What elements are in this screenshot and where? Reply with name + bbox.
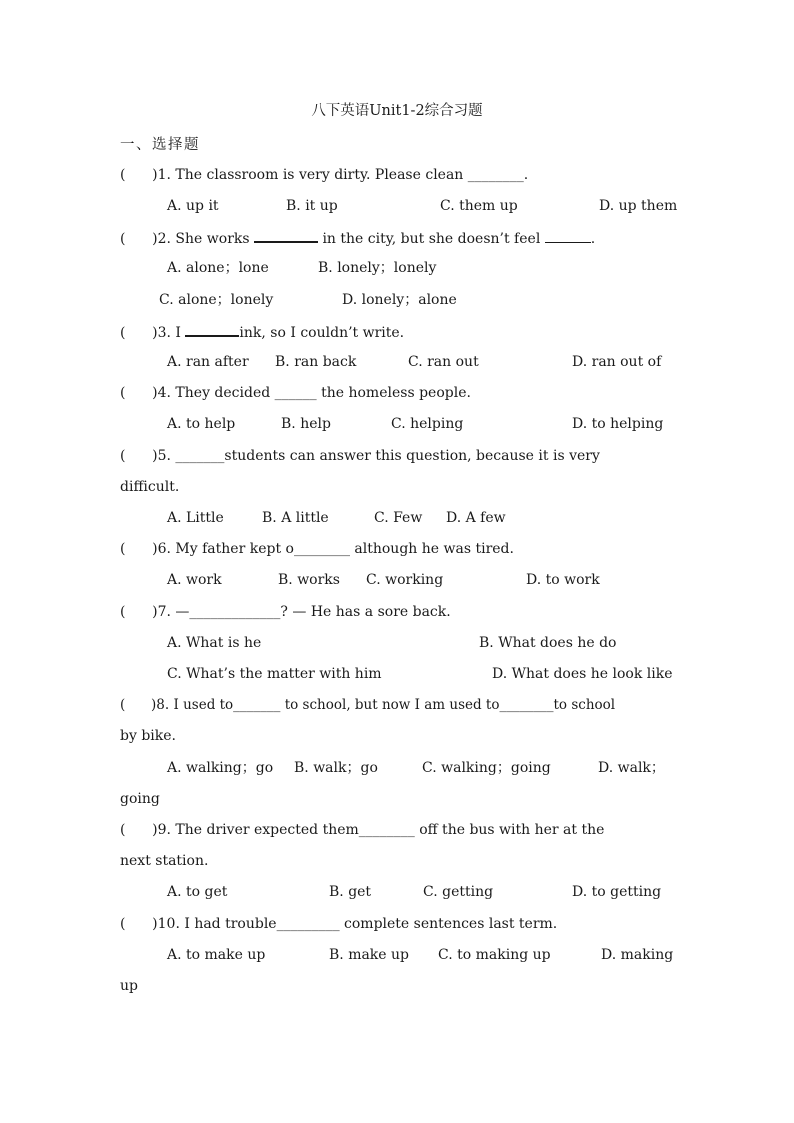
q1-option-b: B. it up bbox=[286, 198, 338, 214]
q2-option-a: A. alone；lone bbox=[167, 260, 269, 276]
q5-option-a: A. Little bbox=[167, 510, 224, 526]
q3-blank bbox=[185, 322, 239, 337]
q8-option-a: A. walking；go bbox=[167, 760, 274, 776]
question-1: ( )1. The classroom is very dirty. Please clean ________. bbox=[120, 167, 529, 183]
q2-option-b: B. lonely；lonely bbox=[318, 260, 437, 276]
question-8: ( )8. I used to_______ to school, but now I am used to________to school bbox=[120, 697, 616, 713]
q8-option-d-continued: going bbox=[120, 791, 160, 807]
q2-text-start: ( )2. She works bbox=[120, 231, 254, 247]
q3-option-a: A. ran after bbox=[167, 354, 249, 370]
q5-option-d: D. A few bbox=[446, 510, 506, 526]
q4-option-c: C. helping bbox=[391, 416, 464, 432]
q3-option-c: C. ran out bbox=[408, 354, 479, 370]
question-5: ( )5. _______students can answer this question, because it is very bbox=[120, 448, 600, 464]
q10-option-a: A. to make up bbox=[167, 947, 266, 963]
q2-text-end: . bbox=[590, 231, 596, 247]
q6-option-b: B. works bbox=[278, 572, 340, 588]
q3-option-b: B. ran back bbox=[275, 354, 357, 370]
q3-text-end: ink, so I couldn’t write. bbox=[239, 325, 405, 341]
q6-option-d: D. to work bbox=[526, 572, 600, 588]
q10-option-b: B. make up bbox=[329, 947, 410, 963]
question-9-continued: next station. bbox=[120, 853, 209, 869]
q6-option-a: A. work bbox=[167, 572, 222, 588]
question-2 bbox=[120, 228, 595, 248]
q1-option-d: D. up them bbox=[599, 198, 678, 214]
q9-option-b: B. get bbox=[329, 884, 372, 900]
q9-option-d: D. to getting bbox=[572, 884, 662, 900]
q3-text-start: ( )3. I bbox=[120, 325, 186, 341]
q2-option-d: D. lonely；alone bbox=[342, 292, 457, 308]
q3-option-d: D. ran out of bbox=[572, 354, 662, 370]
question-8-continued: by bike. bbox=[120, 728, 176, 744]
q8-option-d: D. walk； bbox=[598, 760, 665, 776]
question-7: ( )7. —_____________? — He has a sore back. bbox=[120, 604, 451, 620]
q7-option-c: C. What’s the matter with him bbox=[167, 666, 382, 682]
q1-option-a: A. up it bbox=[167, 198, 219, 214]
q8-option-c: C. walking；going bbox=[422, 760, 551, 776]
q4-option-d: D. to helping bbox=[572, 416, 664, 432]
q2-text-mid: in the city, but she doesn’t feel bbox=[318, 231, 545, 247]
q2-blank-2 bbox=[545, 229, 591, 243]
question-10: ( )10. I had trouble_________ complete sentences last term. bbox=[120, 916, 558, 932]
q9-option-c: C. getting bbox=[423, 884, 494, 900]
q10-option-d-continued: up bbox=[120, 978, 138, 994]
question-9: ( )9. The driver expected them________ off the bus with her at the bbox=[120, 822, 605, 838]
q9-option-a: A. to get bbox=[167, 884, 228, 900]
q7-option-a: A. What is he bbox=[167, 635, 262, 651]
question-6: ( )6. My father kept o________ although he was tired. bbox=[120, 541, 514, 557]
question-5-continued: difficult. bbox=[120, 479, 180, 495]
q7-option-b: B. What does he do bbox=[479, 635, 617, 651]
q10-option-c: C. to making up bbox=[438, 947, 551, 963]
page-title: 八下英语Unit1-2综合习题 bbox=[311, 103, 483, 119]
q2-option-c: C. alone；lonely bbox=[159, 292, 274, 308]
q2-blank-1 bbox=[254, 228, 318, 243]
q1-option-c: C. them up bbox=[440, 198, 518, 214]
q10-option-d: D. making bbox=[601, 947, 674, 963]
q7-option-d: D. What does he look like bbox=[492, 666, 673, 682]
section-heading: 一、选择题 bbox=[120, 137, 200, 153]
question-4: ( )4. They decided ______ the homeless people. bbox=[120, 385, 471, 401]
q5-option-c: C. Few bbox=[374, 510, 423, 526]
question-3 bbox=[120, 322, 404, 342]
q6-option-c: C. working bbox=[366, 572, 444, 588]
q4-option-b: B. help bbox=[281, 416, 331, 432]
q4-option-a: A. to help bbox=[167, 416, 236, 432]
q8-option-b: B. walk；go bbox=[294, 760, 378, 776]
q5-option-b: B. A little bbox=[262, 510, 329, 526]
